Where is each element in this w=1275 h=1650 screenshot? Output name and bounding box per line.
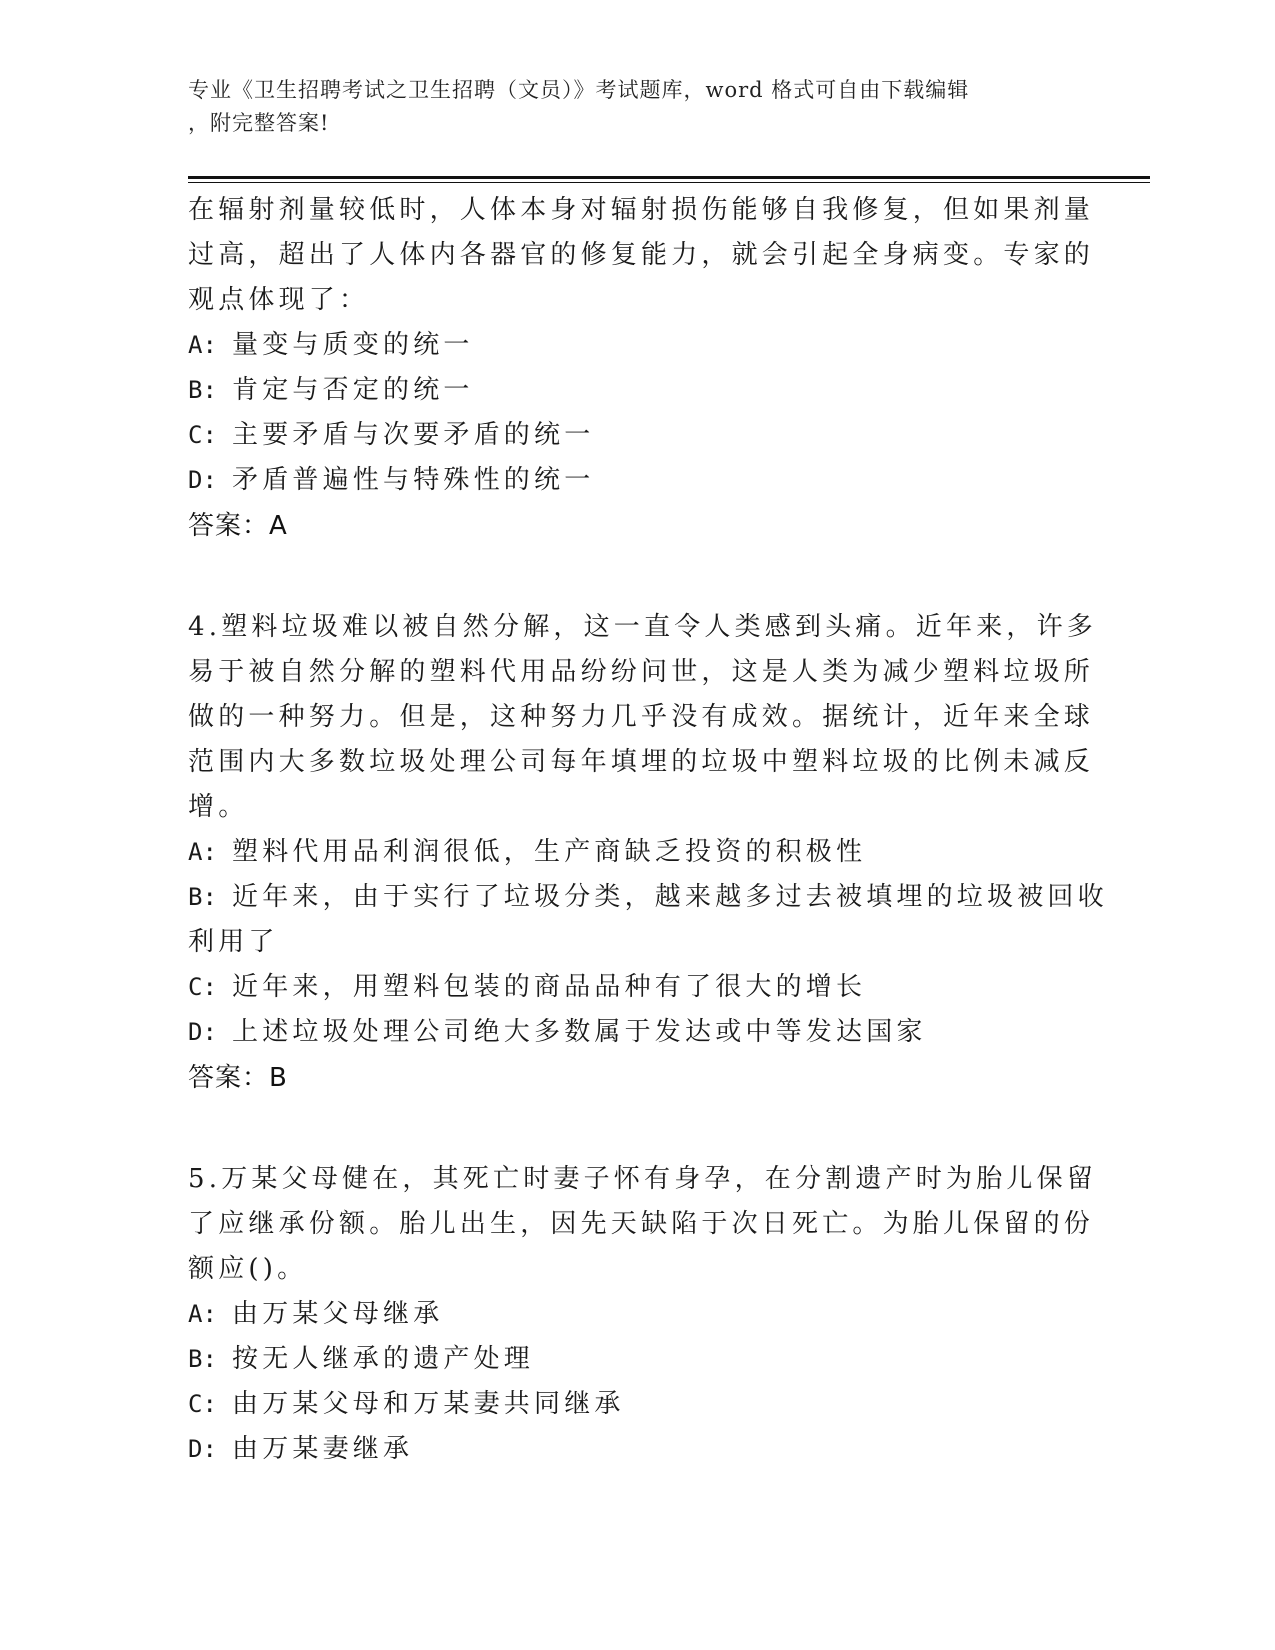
question-text-line: 过高，超出了人体内各器官的修复能力，就会引起全身病变。专家的: [188, 240, 1095, 270]
option-text: 由万某父母继承: [232, 1299, 444, 1329]
option-key: A:: [188, 838, 217, 866]
option-text: 近年来，由于实行了垃圾分类，越来越多过去被填埋的垃圾被回收: [232, 882, 1108, 912]
option-key: B:: [188, 376, 217, 404]
page-header: [188, 74, 1068, 140]
option-text: 矛盾普遍性与特殊性的统一: [232, 465, 595, 495]
option-text: 上述垃圾处理公司绝大多数属于发达或中等发达国家: [232, 1017, 927, 1047]
question-text-line: 额应()。: [188, 1254, 308, 1284]
option-text: 塑料代用品利润很低，生产商缺乏投资的积极性: [232, 837, 867, 867]
option-b-continuation: 利用了: [188, 927, 279, 957]
answer-line: 答案：A: [188, 511, 288, 541]
question-text-line: 5.万某父母健在，其死亡时妻子怀有身孕，在分割遗产时为胎儿保留: [188, 1164, 1098, 1194]
option-c: [188, 1382, 1068, 1427]
option-key: D:: [188, 466, 217, 494]
option-c: [188, 965, 1068, 1010]
option-key: A:: [188, 331, 217, 359]
option-key: C:: [188, 421, 217, 449]
option-key: A:: [188, 1300, 217, 1328]
spacer: [188, 549, 1068, 605]
option-key: B:: [188, 883, 217, 911]
option-b: [188, 1337, 1068, 1382]
document-body: [188, 188, 1108, 1472]
option-key: D:: [188, 1435, 217, 1463]
question-text-line: 在辐射剂量较低时，人体本身对辐射损伤能够自我修复，但如果剂量: [188, 195, 1095, 225]
header-divider-thick: [188, 176, 1150, 179]
option-a: [188, 1292, 1068, 1337]
option-text: 按无人继承的遗产处理: [232, 1344, 535, 1374]
question-4: [188, 605, 1108, 1101]
option-b: [188, 368, 1068, 413]
question-5: [188, 1157, 1098, 1472]
question-text-line: 4.塑料垃圾难以被自然分解，这一直令人类感到头痛。近年来，许多: [188, 612, 1098, 642]
option-d: [188, 458, 1068, 503]
option-text: 量变与质变的统一: [232, 330, 474, 360]
answer-line: 答案：B: [188, 1063, 288, 1093]
option-d: [188, 1010, 1068, 1055]
header-divider-thin: [188, 182, 1150, 183]
question-text-line: 了应继承份额。胎儿出生，因先天缺陷于次日死亡。为胎儿保留的份: [188, 1209, 1095, 1239]
option-text: 由万某妻继承: [232, 1434, 414, 1464]
question-text-line: 易于被自然分解的塑料代用品纷纷问世，这是人类为减少塑料垃圾所: [188, 657, 1095, 687]
option-key: C:: [188, 973, 217, 1001]
option-b: [188, 875, 1108, 920]
option-text: 由万某父母和万某妻共同继承: [232, 1389, 625, 1419]
option-text: 主要矛盾与次要矛盾的统一: [232, 420, 595, 450]
option-c: [188, 413, 1068, 458]
option-text: 近年来，用塑料包装的商品品种有了很大的增长: [232, 972, 867, 1002]
header-line-1: 专业《卫生招聘考试之卫生招聘（文员）》考试题库，word 格式可自由下载编辑: [188, 78, 970, 102]
option-a: [188, 323, 1068, 368]
option-key: C:: [188, 1390, 217, 1418]
option-key: D:: [188, 1018, 217, 1046]
option-key: B:: [188, 1345, 217, 1373]
question-text-line: 范围内大多数垃圾处理公司每年填埋的垃圾中塑料垃圾的比例未减反: [188, 747, 1095, 777]
option-d: [188, 1427, 1068, 1472]
question-text-line: 观点体现了：: [188, 285, 370, 315]
question-3: [188, 188, 1095, 549]
spacer: [188, 1101, 1068, 1157]
option-a: [188, 830, 1068, 875]
header-line-2: ，附完整答案!: [188, 111, 330, 135]
question-text-line: 做的一种努力。但是，这种努力几乎没有成效。据统计，近年来全球: [188, 702, 1095, 732]
question-text-line: 增。: [188, 792, 249, 822]
option-text: 肯定与否定的统一: [232, 375, 474, 405]
